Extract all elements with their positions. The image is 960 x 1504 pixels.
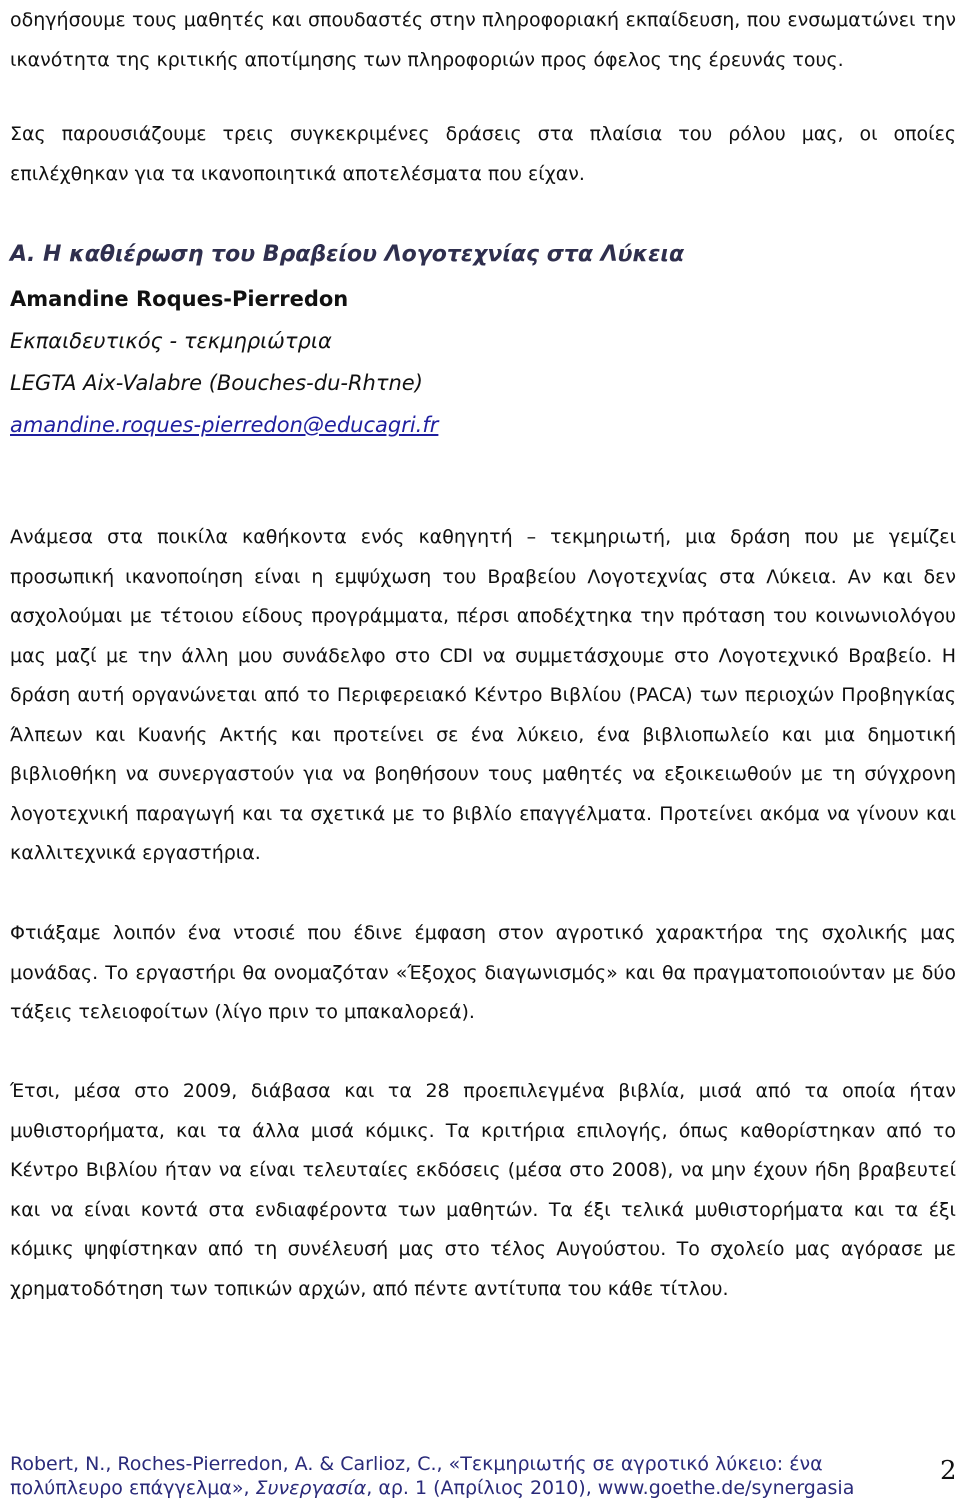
footer-journal-name: Συνεργασία [255,1477,367,1499]
author-name: Amandine Roques-Pierredon [10,287,349,311]
author-school: LEGTA Aix-Valabre (Bouches-du-Rhτne) [10,371,423,395]
footer-citation-start: Robert, N., Roches-Pierredon, A. & Carlioz, C., «Τεκμηριωτής σε αγροτικό λύκειο: ένα πολύπλευρο επάγγελμα», [10,1453,823,1499]
intro-paragraph: Σας παρουσιάζουμε τρεις συγκεκριμένες δράσεις στα πλαίσια του ρόλου μας, οι οποίες επιλέχθηκαν για τα ικανοποιητικά αποτελέσματα που είχαν. [10,123,956,185]
footer-citation-end: , αρ. 1 (Απρίλιος 2010), www.goethe.de/synergasia [366,1477,855,1499]
page-number: 2 [940,1456,957,1486]
body-paragraph-2: Φτιάξαμε λοιπόν ένα ντοσιέ που έδινε έμφαση στον αγροτικό χαρακτήρα της σχολικής μας μονάδας. Το εργαστήρι θα ονομαζόταν «Έξοχος διαγωνισμός» και θα πραγματοποιούνταν με δύο τάξεις τελειοφοίτων (λίγο πριν το μπακαλορεά). [10,922,956,1023]
author-role: Εκπαιδευτικός - τεκμηριώτρια [10,329,332,353]
footer-citation [10,1452,910,1500]
section-heading: Α. Η καθιέρωση του Βραβείου Λογοτεχνίας στα Λύκεια [10,242,685,267]
author-email-link[interactable]: amandine.roques-pierredon@educagri.fr [10,413,439,437]
body-paragraph-1: Ανάμεσα στα ποικίλα καθήκοντα ενός καθηγητή – τεκμηριωτή, μια δράση που με γεμίζει προσωπική ικανοποίηση είναι η εμψύχωση του Βραβείου Λογοτεχνίας στα Λύκεια. Αν και δεν ασχολούμαι με τέτοιου είδους προγράμματα, πέρσι αποδέχτηκα την πρόταση του κοινωνιολόγου μας μαζί με την άλλη μου συνάδελφο στο CDI να συμμετάσχουμε στο Λογοτεχνικό Βραβείο. Η δράση αυτή οργανώνεται από το Περιφερειακό Κέντρο Βιβλίου (PACA) των περιοχών Προβηγκίας Άλπεων και Κυανής Ακτής και προτείνει σε ένα λύκειο, ένα βιβλιοπωλείο και μια δημοτική βιβλιοθήκη να συνεργαστούν για να βοηθήσουν τους μαθητές να εξοικειωθούν με τη σύγχρονη λογοτεχνική παραγωγή και τα σχετικά με το βιβλίο επαγγέλματα. Προτείνει ακόμα να γίνουν και καλλιτεχνικά εργαστήρια. [10,526,956,864]
body-paragraph-3: Έτσι, μέσα στο 2009, διάβασα και τα 28 προεπιλεγμένα βιβλία, μισά από τα οποία ήταν μυθιστορήματα, και τα άλλα μισά κόμικς. Τα κριτήρια επιλογής, όπως καθορίστηκαν από το Κέντρο Βιβλίου ήταν να είναι τελευταίες εκδόσεις (μέσα στο 2008), να μην έχουν ήδη βραβευτεί και να είναι κοντά στα ενδιαφέροντα των μαθητών. Τα έξι τελικά μυθιστορήματα και τα έξι κόμικς ψηφίστηκαν από τη συνέλευσή μας στο τέλος Αυγούστου. Το σχολείο μας αγόρασε με χρηματοδότηση των τοπικών αρχών, από πέντε αντίτυπα του κάθε τίτλου. [10,1080,956,1300]
continuation-paragraph: οδηγήσουμε τους μαθητές και σπουδαστές στην πληροφοριακή εκπαίδευση, που ενσωματώνει την ικανότητα της κριτικής αποτίμησης των πληροφοριών προς όφελος της έρευνάς τους. [10,9,956,71]
